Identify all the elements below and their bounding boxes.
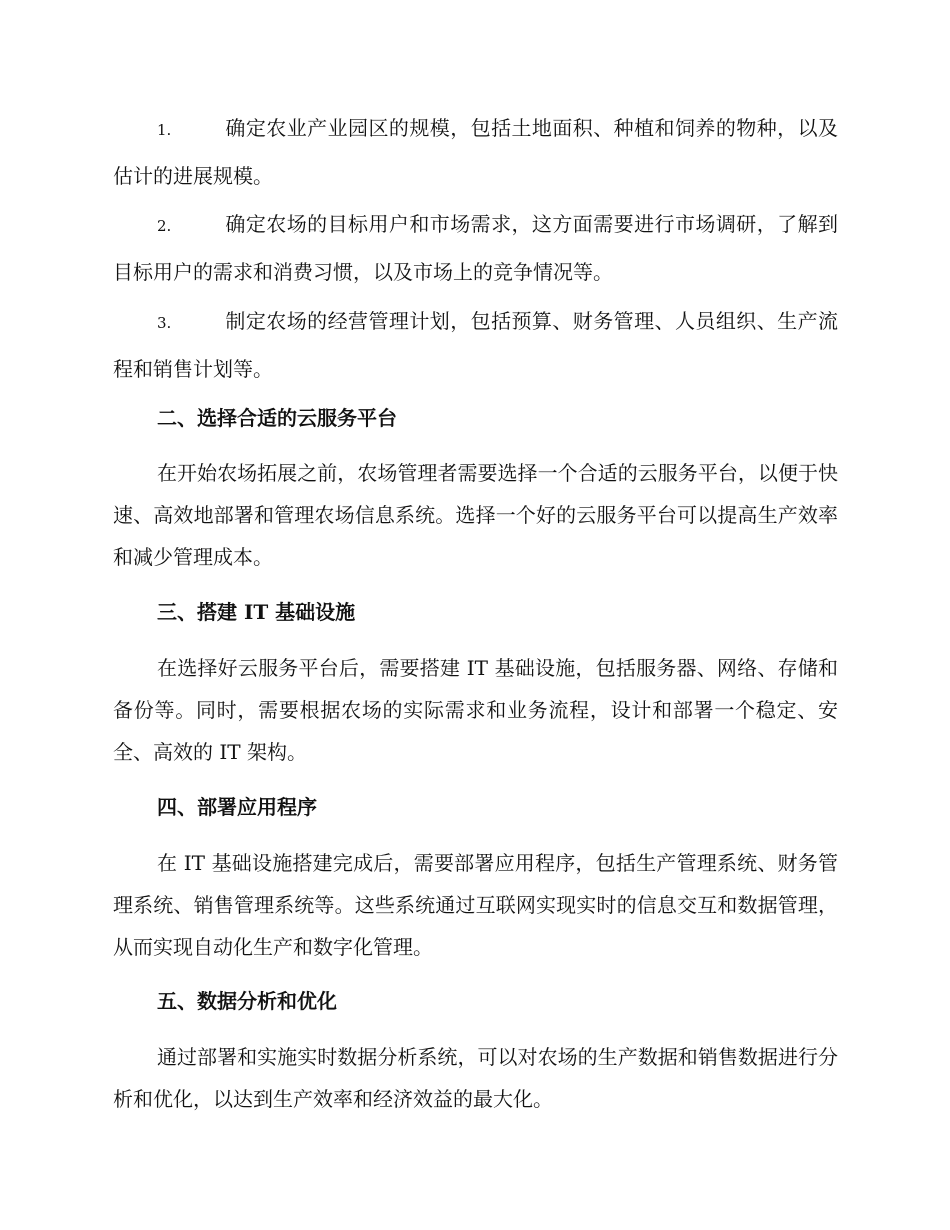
section-heading-4: 四、部署应用程序 [157, 795, 317, 819]
section-body-5: 通过部署和实施实时数据分析系统，可以对农场的生产数据和销售数据进行分析和优化，以达到生产效率和经济效益的最大化。 [113, 1045, 838, 1111]
list-text: 确定农场的目标用户和市场需求，这方面需要进行市场调研，了解到目标用户的需求和消费习惯，以及市场上的竞争情况等。 [113, 212, 838, 284]
list-item-1 [113, 105, 838, 199]
list-number: 1. [157, 121, 172, 139]
section-heading-2: 二、选择合适的云服务平台 [157, 406, 397, 430]
list-item-2 [113, 201, 838, 295]
list-text: 确定农业产业园区的规模，包括土地面积、种植和饲养的物种，以及估计的进展规模。 [113, 116, 838, 188]
list-number: 2. [157, 217, 172, 235]
list-text: 制定农场的经营管理计划，包括预算、财务管理、人员组织、生产流程和销售计划等。 [113, 309, 838, 381]
list-number: 3. [157, 314, 172, 332]
section-heading-3: 三、搭建 IT 基础设施 [157, 600, 356, 624]
section-body-4: 在 IT 基础设施搭建完成后，需要部署应用程序，包括生产管理系统、财务管理系统、销售管理系统等。这些系统通过互联网实现实时的信息交互和数据管理，从而实现自动化生产和数字化管理。 [113, 851, 838, 959]
section-body-3: 在选择好云服务平台后，需要搭建 IT 基础设施，包括服务器、网络、存储和备份等。同时，需要根据农场的实际需求和业务流程，设计和部署一个稳定、安全、高效的 IT 架构。 [113, 656, 838, 764]
section-heading-5: 五、数据分析和优化 [157, 989, 337, 1013]
section-body-2: 在开始农场拓展之前，农场管理者需要选择一个合适的云服务平台，以便于快速、高效地部署和管理农场信息系统。选择一个好的云服务平台可以提高生产效率和减少管理成本。 [113, 461, 838, 569]
list-item-3 [113, 298, 838, 392]
